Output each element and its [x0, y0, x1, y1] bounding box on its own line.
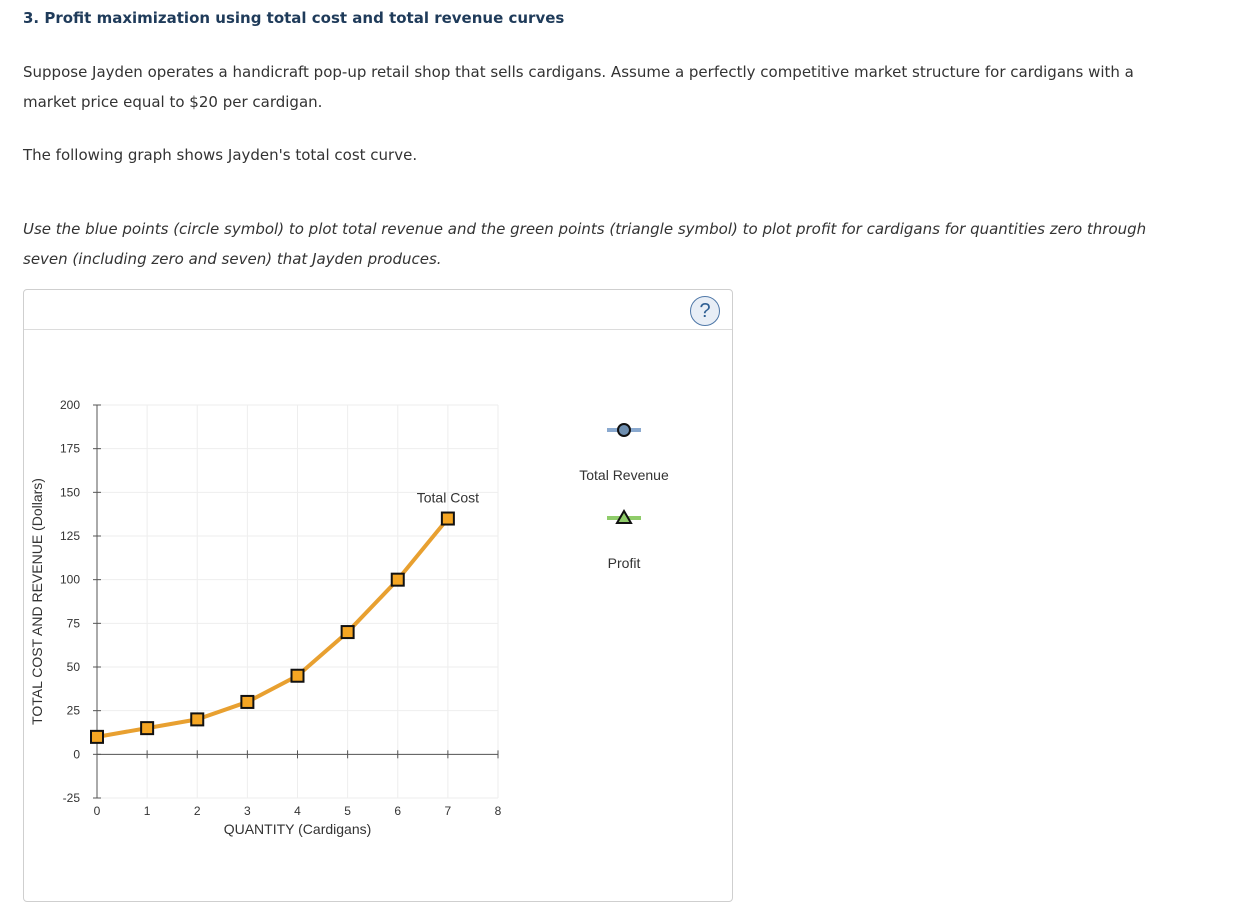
y-tick-label: -25	[62, 791, 80, 805]
total-revenue-legend-label: Total Revenue	[579, 467, 669, 483]
chart-axes	[29, 398, 502, 837]
y-tick-label: 150	[59, 485, 80, 500]
x-tick-label: 4	[294, 804, 301, 818]
profit-legend-label: Profit	[607, 555, 641, 571]
x-tick-label: 0	[93, 804, 101, 818]
chart-grid	[97, 405, 498, 798]
x-tick-label: 2	[193, 804, 201, 818]
x-tick-label: 1	[143, 804, 151, 818]
x-tick-label: 6	[394, 804, 402, 818]
circle-marker-icon[interactable]	[618, 424, 630, 436]
chart-series	[91, 490, 479, 743]
y-axis-title: TOTAL COST AND REVENUE (Dollars)	[29, 478, 45, 725]
plot-instructions: Use the blue points (circle symbol) to plot total revenue and the green points (triangle symbol) to plot profit for cardigans for quantities zero through seven (including zero and seven) that Jayden produces.	[23, 220, 1147, 268]
x-tick-label: 7	[444, 804, 452, 818]
total-cost-point[interactable]	[241, 696, 253, 708]
total-cost-point[interactable]	[392, 574, 404, 586]
x-tick-label: 3	[244, 804, 251, 818]
total-cost-point[interactable]	[442, 513, 454, 525]
x-tick-label: 5	[344, 804, 351, 818]
x-tick-label: 8	[494, 804, 502, 818]
total-cost-point[interactable]	[292, 670, 304, 682]
y-tick-label: 50	[66, 660, 80, 674]
total-cost-label: Total Cost	[416, 489, 479, 506]
graph-description: The following graph shows Jayden's total cost curve.	[23, 146, 418, 164]
y-tick-label: 100	[59, 572, 80, 587]
x-axis-title: QUANTITY (Cardigans)	[223, 821, 372, 837]
y-tick-label: 0	[73, 747, 80, 762]
graph-panel	[23, 289, 733, 902]
y-tick-label: 25	[66, 703, 80, 718]
y-tick-label: 125	[59, 529, 80, 543]
y-tick-label: 75	[66, 616, 80, 631]
y-tick-label: 200	[59, 398, 80, 412]
total-cost-line	[97, 519, 448, 737]
chart-legend	[579, 424, 669, 571]
question-icon: ?	[699, 300, 711, 322]
total-cost-point[interactable]	[141, 722, 153, 734]
question-title: 3. Profit maximization using total cost and total revenue curves	[23, 9, 565, 27]
chart-area	[24, 290, 732, 901]
scenario-paragraph: Suppose Jayden operates a handicraft pop-up retail shop that sells cardigans. Assume a perfectly competitive market structure for cardigans with a market price equal to $20 per cardigan.	[23, 63, 1134, 111]
total-cost-point[interactable]	[342, 626, 354, 638]
total-cost-point[interactable]	[191, 713, 203, 725]
total-cost-point[interactable]	[91, 731, 103, 743]
y-tick-label: 175	[59, 441, 80, 456]
